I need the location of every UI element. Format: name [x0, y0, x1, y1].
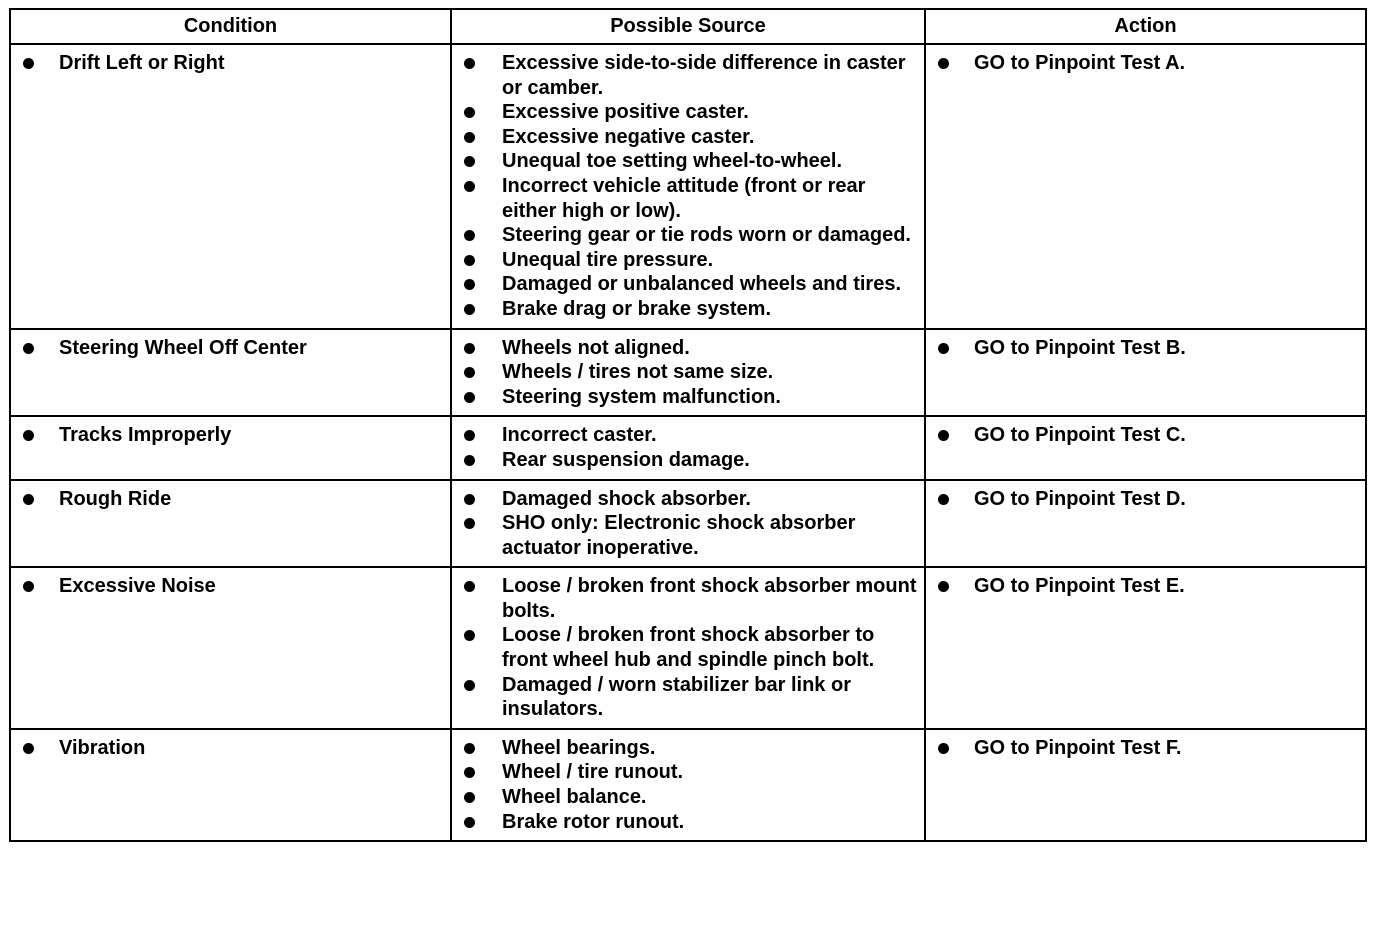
- header-row: [10, 9, 1366, 44]
- action-item: GO to Pinpoint Test E.: [926, 574, 1359, 599]
- header-condition: Condition: [10, 9, 451, 44]
- table-row: [10, 44, 1366, 329]
- possible-source-list: [452, 568, 924, 728]
- action-list: [926, 45, 1365, 82]
- header-action: Action: [925, 9, 1366, 44]
- condition-item: Steering Wheel Off Center: [11, 336, 444, 361]
- table-row: [10, 480, 1366, 568]
- action-cell: [925, 329, 1366, 417]
- possible-source-item: Damaged shock absorber.: [452, 487, 918, 512]
- possible-source-cell: [451, 480, 925, 568]
- table-row: [10, 416, 1366, 479]
- action-cell: [925, 44, 1366, 329]
- possible-source-item: SHO only: Electronic shock absorber actuator inoperative.: [452, 511, 918, 560]
- possible-source-cell: [451, 729, 925, 841]
- table-body: [10, 44, 1366, 841]
- header-possible-source: Possible Source: [451, 9, 925, 44]
- condition-item: Drift Left or Right: [11, 51, 444, 76]
- condition-cell: [10, 567, 451, 729]
- condition-cell: [10, 416, 451, 479]
- possible-source-list: [452, 417, 924, 478]
- condition-cell: [10, 729, 451, 841]
- condition-item: Vibration: [11, 736, 444, 761]
- action-list: [926, 417, 1365, 454]
- possible-source-item: Unequal tire pressure.: [452, 248, 918, 273]
- condition-list: [11, 568, 450, 605]
- possible-source-item: Loose / broken front shock absorber to front wheel hub and spindle pinch bolt.: [452, 623, 918, 672]
- possible-source-list: [452, 330, 924, 416]
- action-list: [926, 568, 1365, 605]
- action-item: GO to Pinpoint Test A.: [926, 51, 1359, 76]
- action-list: [926, 330, 1365, 367]
- possible-source-list: [452, 481, 924, 567]
- action-item: GO to Pinpoint Test C.: [926, 423, 1359, 448]
- possible-source-item: Wheel / tire runout.: [452, 760, 918, 785]
- action-cell: [925, 567, 1366, 729]
- table-row: [10, 567, 1366, 729]
- possible-source-item: Wheels not aligned.: [452, 336, 918, 361]
- possible-source-item: Damaged or unbalanced wheels and tires.: [452, 272, 918, 297]
- possible-source-item: Excessive negative caster.: [452, 125, 918, 150]
- possible-source-item: Unequal toe setting wheel-to-wheel.: [452, 149, 918, 174]
- possible-source-item: Wheel bearings.: [452, 736, 918, 761]
- condition-item: Rough Ride: [11, 487, 444, 512]
- possible-source-item: Incorrect caster.: [452, 423, 918, 448]
- possible-source-cell: [451, 329, 925, 417]
- table-row: [10, 329, 1366, 417]
- possible-source-list: [452, 45, 924, 328]
- action-cell: [925, 480, 1366, 568]
- action-item: GO to Pinpoint Test D.: [926, 487, 1359, 512]
- condition-cell: [10, 480, 451, 568]
- possible-source-item: Brake drag or brake system.: [452, 297, 918, 322]
- possible-source-item: Incorrect vehicle attitude (front or rear either high or low).: [452, 174, 918, 223]
- condition-list: [11, 330, 450, 367]
- condition-cell: [10, 44, 451, 329]
- condition-list: [11, 417, 450, 454]
- possible-source-item: Brake rotor runout.: [452, 810, 918, 835]
- possible-source-item: Excessive side-to-side difference in caster or camber.: [452, 51, 918, 100]
- condition-list: [11, 730, 450, 767]
- possible-source-cell: [451, 44, 925, 329]
- table-row: [10, 729, 1366, 841]
- condition-item: Excessive Noise: [11, 574, 444, 599]
- possible-source-item: Excessive positive caster.: [452, 100, 918, 125]
- possible-source-item: Damaged / worn stabilizer bar link or insulators.: [452, 673, 918, 722]
- action-list: [926, 481, 1365, 518]
- possible-source-item: Wheels / tires not same size.: [452, 360, 918, 385]
- condition-item: Tracks Improperly: [11, 423, 444, 448]
- diagnosis-table: [9, 8, 1367, 842]
- possible-source-item: Loose / broken front shock absorber mount bolts.: [452, 574, 918, 623]
- possible-source-cell: [451, 416, 925, 479]
- action-cell: [925, 729, 1366, 841]
- condition-cell: [10, 329, 451, 417]
- action-list: [926, 730, 1365, 767]
- possible-source-list: [452, 730, 924, 840]
- possible-source-item: Steering system malfunction.: [452, 385, 918, 410]
- possible-source-item: Steering gear or tie rods worn or damaged.: [452, 223, 918, 248]
- possible-source-item: Rear suspension damage.: [452, 448, 918, 473]
- condition-list: [11, 45, 450, 82]
- condition-list: [11, 481, 450, 518]
- action-cell: [925, 416, 1366, 479]
- action-item: GO to Pinpoint Test F.: [926, 736, 1359, 761]
- action-item: GO to Pinpoint Test B.: [926, 336, 1359, 361]
- possible-source-item: Wheel balance.: [452, 785, 918, 810]
- possible-source-cell: [451, 567, 925, 729]
